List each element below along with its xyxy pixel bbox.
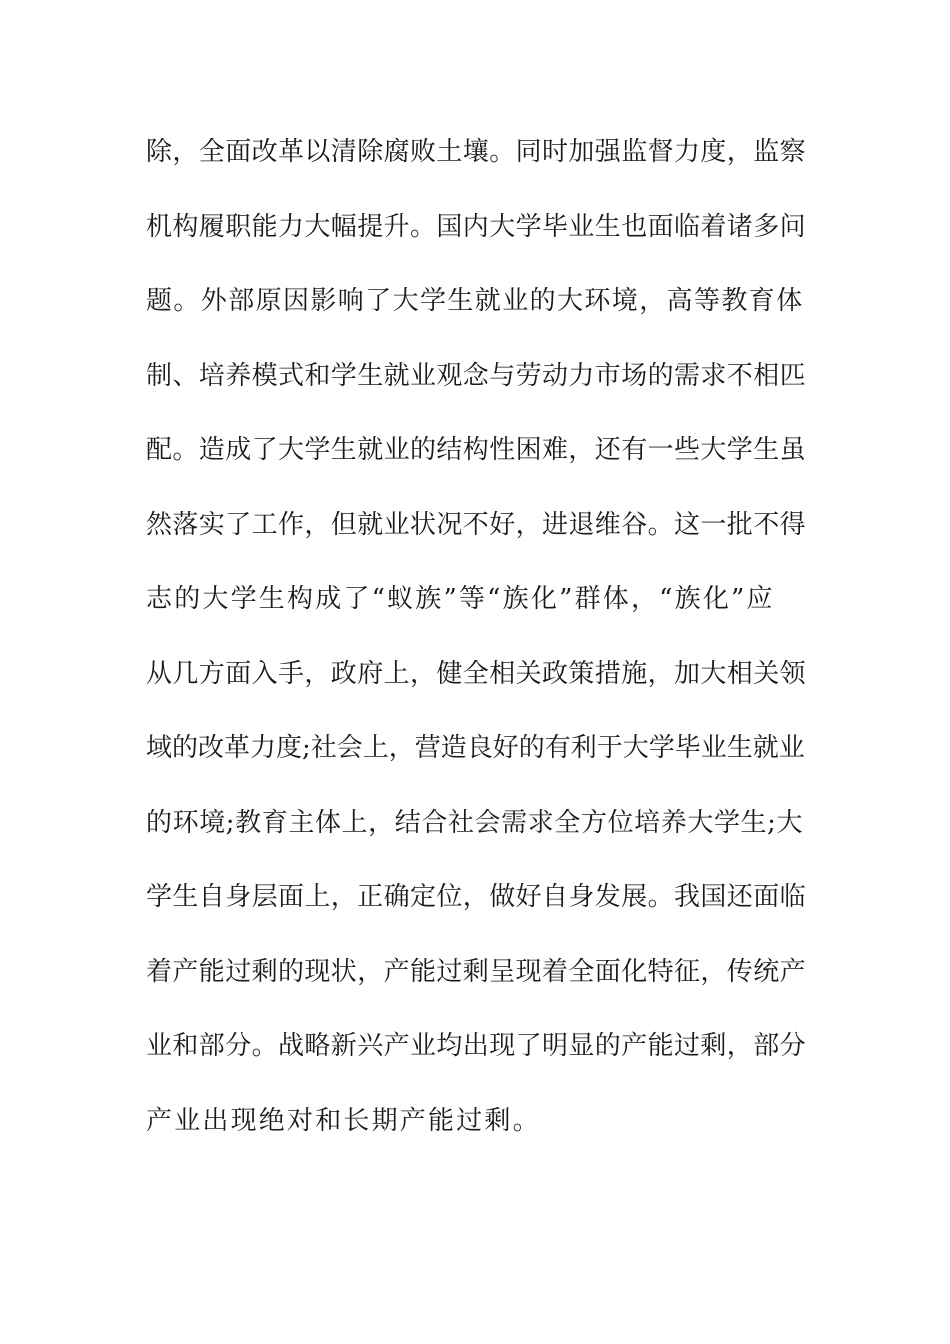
text-line: 然落实了工作，但就业状况不好，进退维谷。这一批不得	[146, 509, 807, 540]
text-line: 志的大学生构成了“蚁族”等“族化”群体，“族化”应	[146, 584, 775, 614]
text-line: 制、培养模式和学生就业观念与劳动力市场的需求不相匹	[146, 360, 807, 391]
text-line: 域的改革力度;社会上，营造良好的有利于大学毕业生就业	[146, 733, 805, 763]
text-line: 从几方面入手，政府上，健全相关政策措施，加大相关领	[146, 658, 807, 689]
text-line: 机构履职能力大幅提升。国内大学毕业生也面临着诸多问	[146, 211, 807, 242]
text-line: 的环境;教育主体上，结合社会需求全方位培养大学生;大	[146, 807, 804, 838]
text-line: 业和部分。战略新兴产业均出现了明显的产能过剩，部分	[146, 1031, 807, 1061]
text-line: 产业出现绝对和长期产能过剩。	[146, 1105, 541, 1136]
text-line: 学生自身层面上，正确定位，做好自身发展。我国还面临	[146, 882, 807, 912]
text-line: 除，全面改革以清除腐败土壤。同时加强监督力度，监察	[146, 137, 807, 167]
text-line: 配。造成了大学生就业的结构性困难，还有一些大学生虽	[146, 435, 807, 465]
text-line: 着产能过剩的现状，产能过剩呈现着全面化特征，传统产	[146, 956, 807, 987]
text-line: 题。外部原因影响了大学生就业的大环境，高等教育体	[146, 286, 804, 316]
body-paragraph	[146, 130, 806, 1173]
